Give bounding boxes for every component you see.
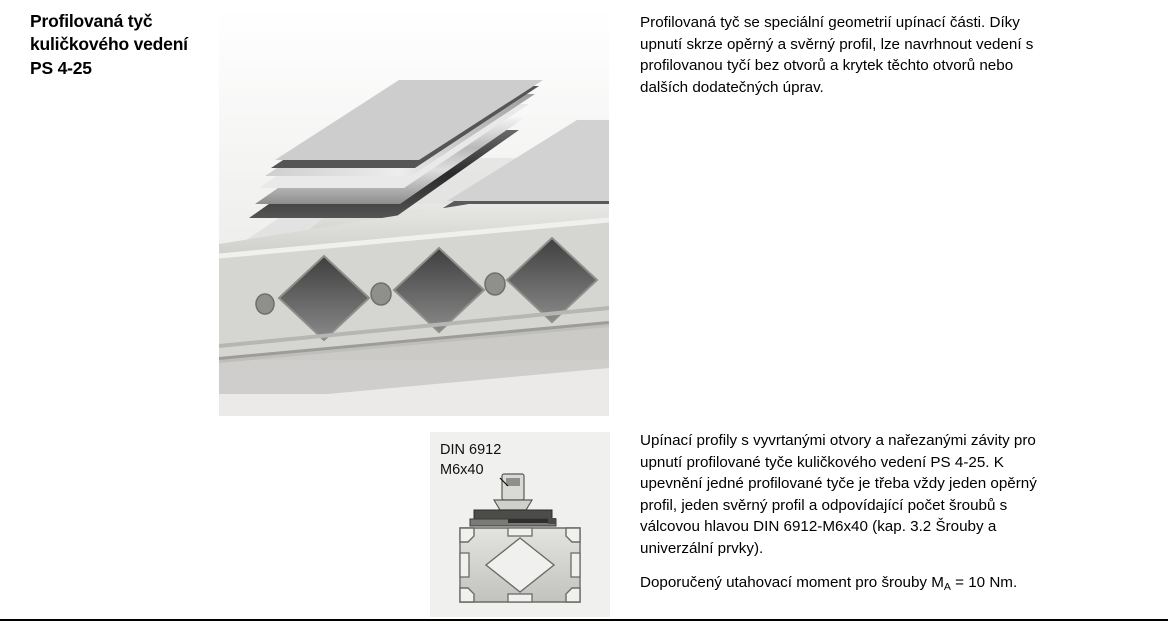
bottom-text-block (640, 430, 1070, 594)
drawing-label-line2: M6x40 (440, 462, 484, 478)
bottom-paragraph-2 (640, 572, 1070, 594)
bottom-paragraph-1: Upínací profily s vyvrtanými otvory a nařezanými závity pro upnutí profilované tyče kuličkového vedení PS 4-25. K upevnění jedné profilované tyče je třeba vždy jeden opěrný profil, jeden svěrný profil a odpovídající počet šroubů s válcovou hlavou DIN 6912-M6x40 (kap. 3.2 Šrouby a univerzální prvky). (640, 432, 1037, 557)
page-title: Profilovaná tyč kuličkového vedení PS 4-25 (30, 11, 188, 78)
torque-subscript: A (943, 581, 951, 594)
drawing-graphic (430, 432, 610, 617)
drawing-label-line1: DIN 6912 (440, 442, 502, 458)
main-photo-graphic (219, 8, 609, 416)
torque-text-pre: Doporučený utahovací moment pro šrouby M (640, 574, 944, 592)
main-product-photo (219, 8, 609, 416)
technical-drawing-figure (430, 432, 610, 617)
page-bottom-rule (0, 619, 1168, 621)
torque-text-post: = 10 Nm. (950, 574, 1018, 592)
intro-paragraph: Profilovaná tyč se speciální geometrií upínací části. Díky upnutí skrze opěrný a svěrný profil, lze navrhnout vedení s profilovanou tyčí bez otvorů a krytek těchto otvorů nebo dalších dodatečných úprav. (640, 14, 1034, 96)
